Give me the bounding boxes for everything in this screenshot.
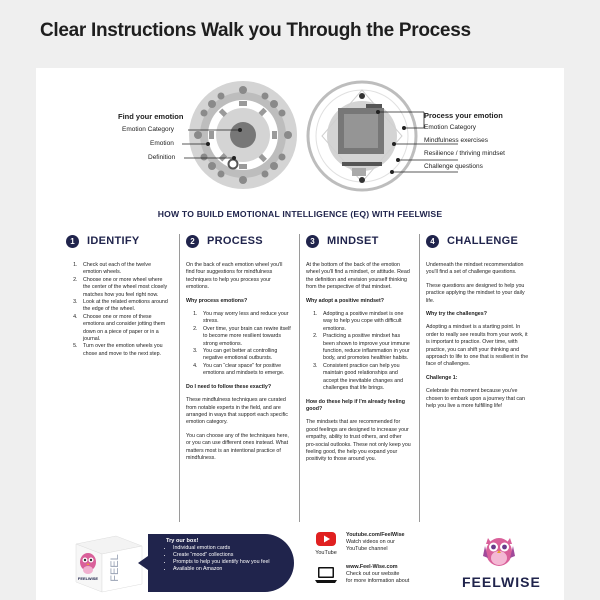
- step-header: [426, 234, 532, 248]
- promo-item: • Available on Amazon: [173, 566, 286, 573]
- page-title: Clear Instructions Walk you Through the Process: [40, 20, 471, 41]
- list-item: 4. Choose one or more of these emotions and consider jotting them down on a piece of paper or in a journal.: [79, 314, 171, 344]
- steps-columns: [60, 234, 540, 522]
- list-item: 4. You can “clear space” for positive emotions and mindsets to emerge.: [199, 363, 291, 378]
- subheading: Why process emotions?: [186, 297, 248, 304]
- step-number-badge: 1: [66, 235, 79, 248]
- subheading: Why adopt a positive mindset?: [306, 297, 384, 304]
- subheading: Why try the challenges?: [426, 311, 487, 318]
- owl-logo-icon: [482, 532, 516, 568]
- youtube-icon: [314, 532, 338, 561]
- step-number-badge: 4: [426, 235, 439, 248]
- promo-item: • Create “mood” collections: [173, 552, 286, 559]
- step-header: [66, 234, 171, 248]
- paragraph: The mindsets that are recommended for good feelings are designed to increase your empathy, ability to trust others, and other pro-social outlooks. These not only keep you feeling good, the help you expand your positivity to those around you.: [306, 419, 411, 463]
- step-number-badge: 3: [306, 235, 319, 248]
- box-feel-label: FEEL: [109, 554, 121, 582]
- step-list: [186, 311, 291, 378]
- list-item: 3. You can get better at controlling negative emotional outbursts.: [199, 348, 291, 363]
- paragraph: You can choose any of the techniques here, or you can use different ones instead. What matters most is an intentional practice of mindfulness.: [186, 432, 289, 461]
- svg-text:YouTube: YouTube: [315, 550, 337, 556]
- eq-heading: HOW TO BUILD EMOTIONAL INTELLIGENCE (EQ) WITH FEELWISE: [157, 209, 443, 219]
- list-item: 2. Over time, your brain can rewire itself to become more resilient towards strong emotions.: [199, 326, 291, 348]
- list-item: 1. Check out each of the twelve emotion wheels.: [79, 262, 171, 277]
- list-item: 2. Choose one or more wheel where the center of the wheel most closely matches how you feel right now.: [79, 277, 171, 299]
- paragraph: At the bottom of the back of the emotion wheel you'll find a mindset, or attitude. Read the definition and envision yourself thinking from the perspective of that mindset.: [306, 262, 410, 291]
- youtube-url[interactable]: Youtube.com/FeelWise: [346, 532, 405, 538]
- subheading: How do these help if I'm already feeling good?: [306, 398, 405, 412]
- list-item: 1. Adopting a positive mindset is one way to help you cope with difficult emotions.: [319, 311, 411, 333]
- promo-list: [166, 545, 286, 573]
- list-item: 3. Consistent practice can help you maintain good relationships and accept the inevitable changes and challenges that life brings.: [319, 363, 411, 393]
- website-url[interactable]: www.Feel-Wise.com: [346, 564, 398, 570]
- step-title: CHALLENGE: [447, 235, 519, 247]
- list-item: 3. Look at the related emotions around the edge of the wheel.: [79, 299, 171, 314]
- list-item: 5. Turn over the emotion wheels you chose and move to the next step.: [79, 343, 171, 358]
- product-box-image: [72, 532, 146, 594]
- promo-callout: [148, 534, 294, 592]
- subheading: Do I need to follow these exactly?: [186, 383, 272, 390]
- paragraph: These mindfulness techniques are curated from notable experts in the field, and are arranged in ways that support each specific emotion category.: [186, 397, 288, 426]
- promo-item: • Individual emotion cards: [173, 545, 286, 552]
- paragraph: Underneath the mindset recommendation you'll find a set of challenge questions.: [426, 262, 524, 276]
- step-title: MINDSET: [327, 235, 379, 247]
- website-desc-1: Check out our website: [346, 571, 400, 578]
- list-item: 2. Practicing a positive mindset has been shown to improve your immune function, reduce inflammation in your body, and promotes healthier habits.: [319, 333, 411, 363]
- laptop-icon: [314, 564, 338, 593]
- left-label-emotion-category: Emotion Category: [122, 126, 175, 133]
- youtube-desc-1: Watch videos on our: [346, 539, 395, 546]
- youtube-link[interactable]: [314, 532, 405, 561]
- website-desc-2: for more information about: [346, 578, 410, 585]
- paragraph: On the back of each emotion wheel you'll find four suggestions for mindfulness techniques to help you process your emotions.: [186, 262, 283, 291]
- subheading: Challenge 1:: [426, 374, 458, 381]
- process-emotion-heading: Process your emotion: [424, 111, 503, 120]
- paragraph: Adopting a mindset is a starting point. In order to really see results from your work, it is important to practice. Over time, with practice, you can shift your thinking and approach to life to one that is resilient in the face of challenges.: [426, 324, 529, 368]
- paragraph: Celebrate this moment because you've chosen to embark upon a journey that can help you live a more fulfilling life!: [426, 388, 525, 410]
- right-label-emotion-category: Emotion Category: [424, 124, 477, 131]
- instruction-sheet: [36, 68, 564, 600]
- step-header: [306, 234, 411, 248]
- step-header: [186, 234, 291, 248]
- youtube-desc-2: YouTube channel: [346, 546, 388, 553]
- find-emotion-heading: Find your emotion: [118, 112, 184, 121]
- step-number-badge: 2: [186, 235, 199, 248]
- step-title: IDENTIFY: [87, 235, 140, 247]
- step-column-challenge: [420, 234, 540, 522]
- step-title: PROCESS: [207, 235, 263, 247]
- left-label-definition: Definition: [148, 154, 176, 161]
- brand-logo-text: FEELWISE: [462, 574, 541, 590]
- right-label-mindfulness: Mindfulness exercises: [424, 137, 488, 144]
- promo-item: • Prompts to help you identify how you feel: [173, 559, 286, 566]
- footer: [36, 530, 564, 600]
- diagram-area: [36, 68, 564, 198]
- paragraph: These questions are designed to help you practice applying the mindset to your daily life.: [426, 282, 525, 304]
- step-list: [66, 262, 171, 358]
- step-list: [306, 311, 411, 392]
- right-label-resilience: Resilience / thriving mindset: [424, 150, 505, 157]
- right-label-challenge: Challenge questions: [424, 163, 483, 170]
- step-column-mindset: [300, 234, 420, 522]
- step-column-process: [180, 234, 300, 522]
- website-link[interactable]: [314, 564, 409, 593]
- box-brand-label: FEELWISE: [77, 576, 99, 581]
- list-item: 1. You may worry less and reduce your stress.: [199, 311, 291, 326]
- step-column-identify: [60, 234, 180, 522]
- left-label-emotion: Emotion: [150, 140, 174, 147]
- promo-title: Try our box!: [166, 538, 199, 544]
- right-pointer-lines: [374, 108, 464, 188]
